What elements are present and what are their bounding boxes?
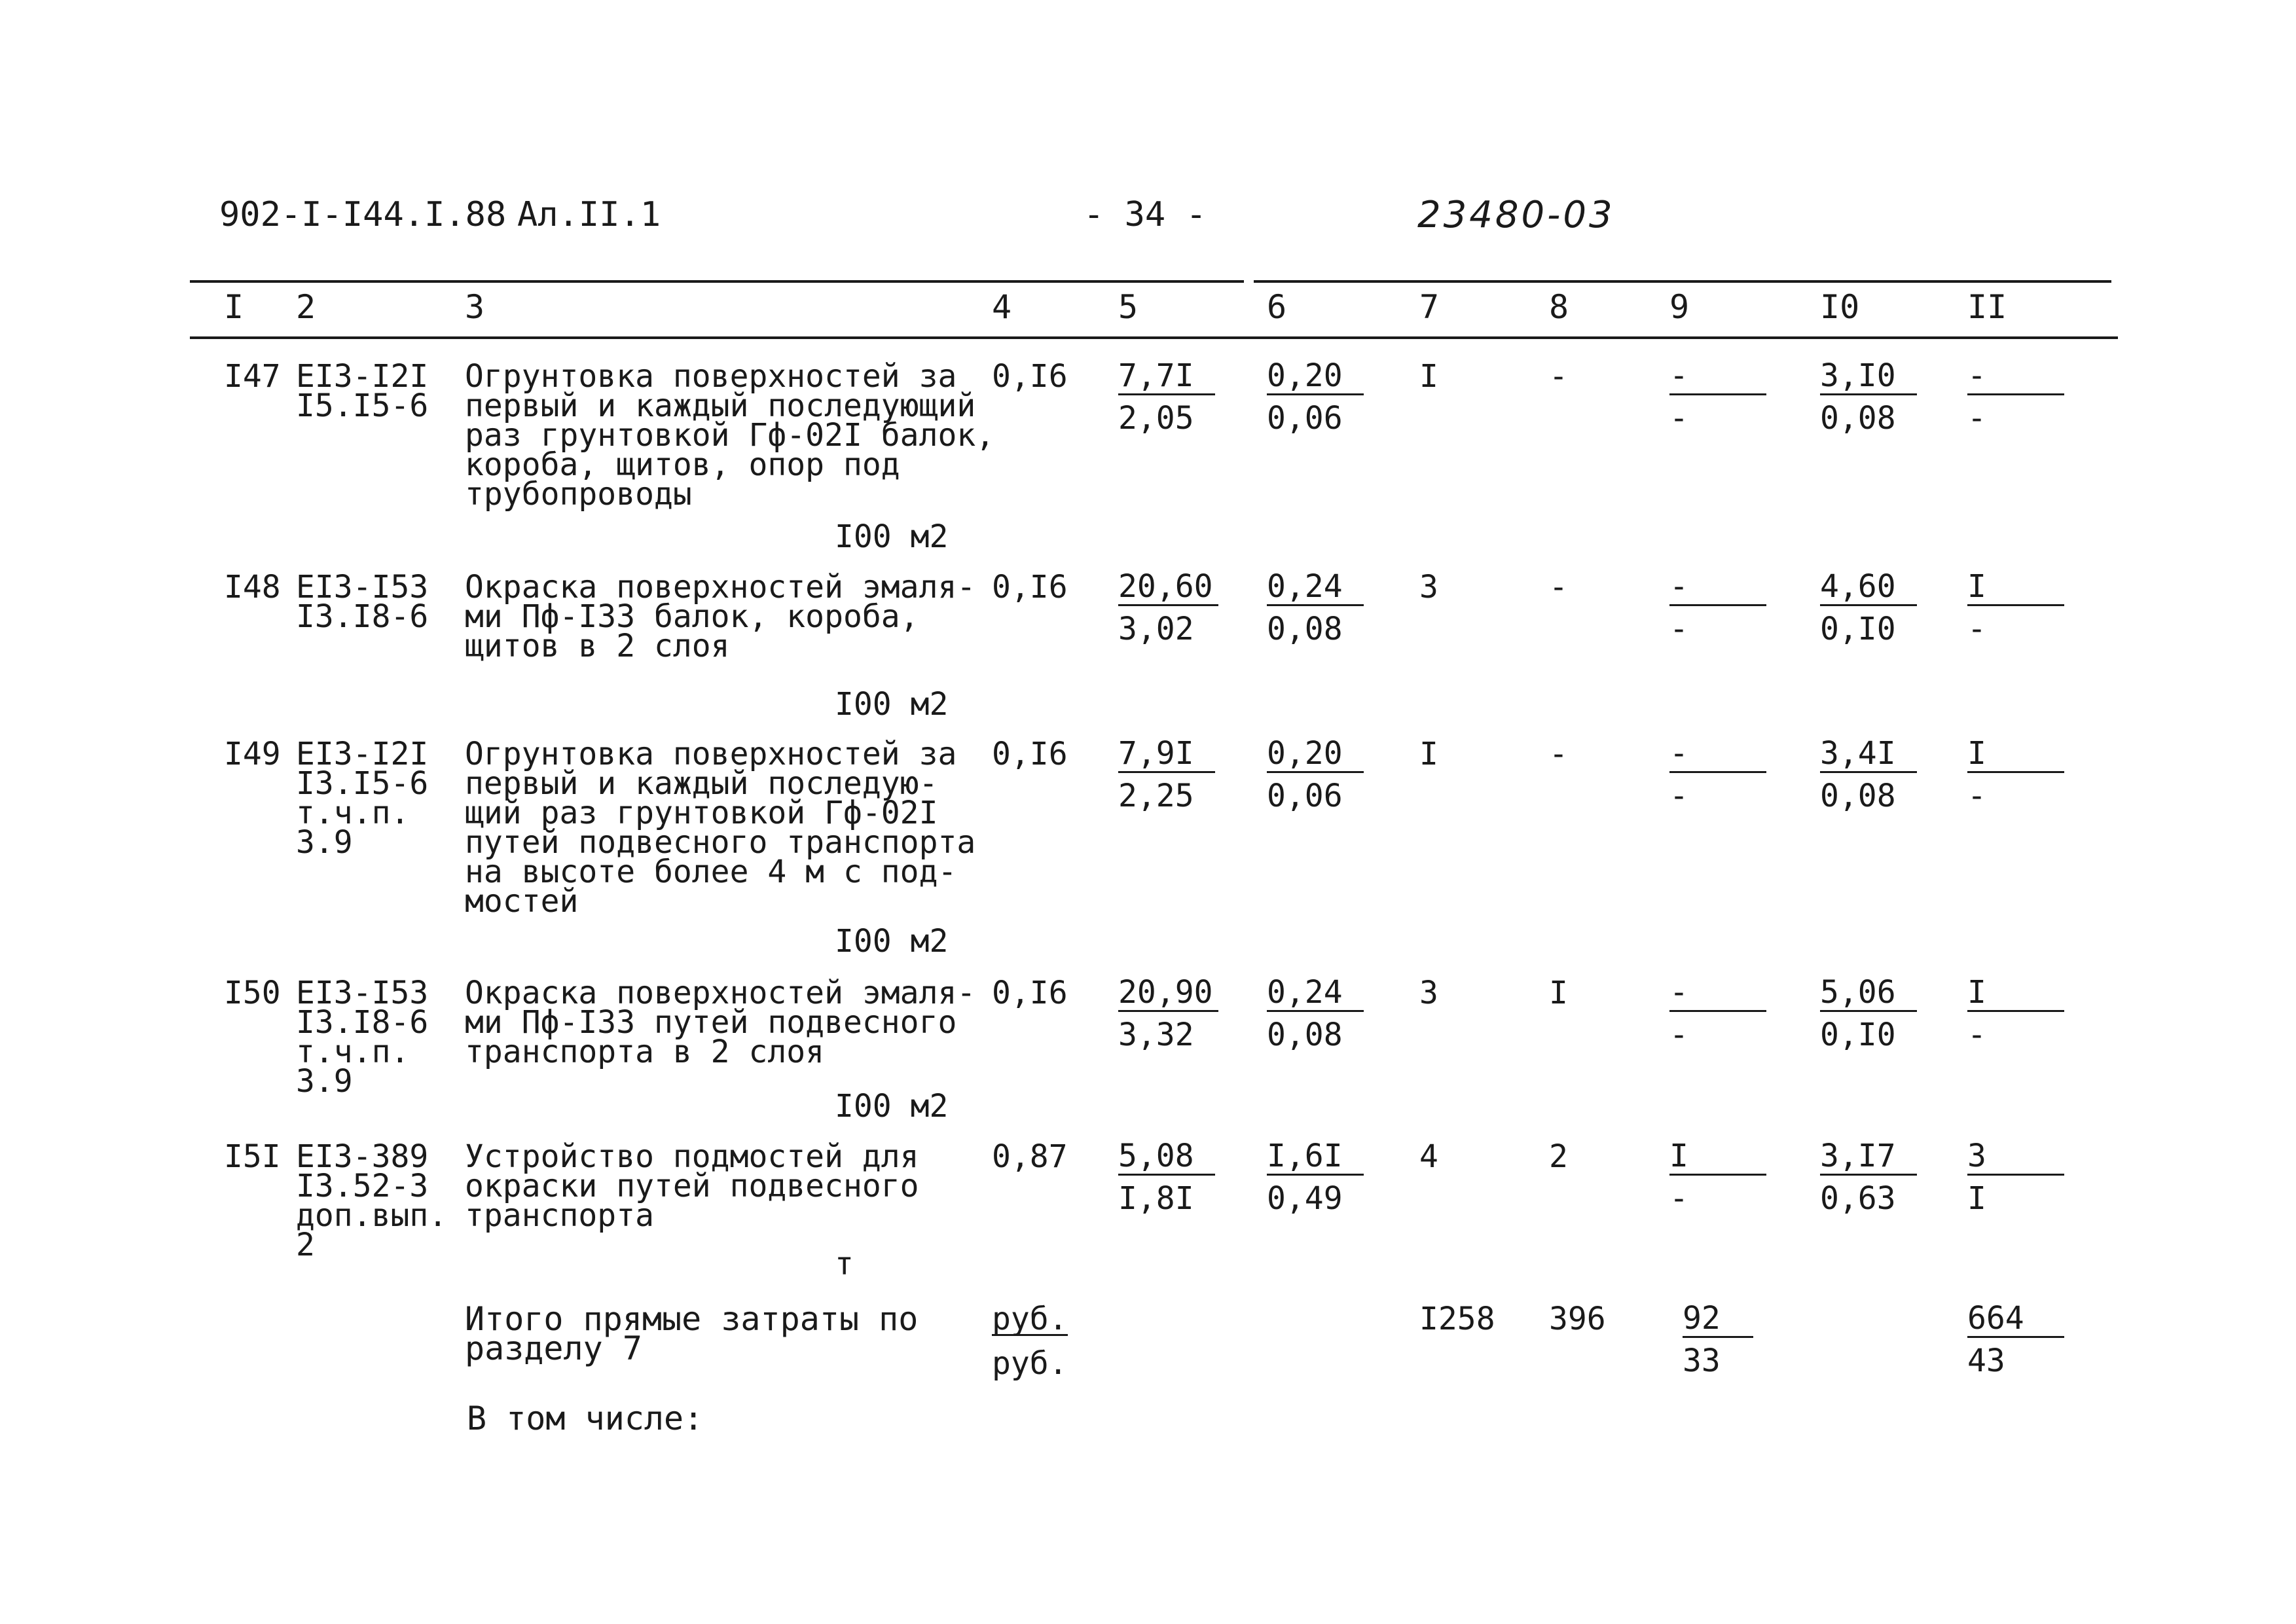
column-number: 9: [1669, 288, 1690, 326]
col9-value-numerator: -: [1669, 737, 1766, 773]
unit-cost-denominator: 3,32: [1118, 1017, 1194, 1053]
total-cost: [1267, 976, 1364, 1051]
rate-code: EI3-I2I I3.I5-6 т.ч.п. 3.9: [296, 736, 429, 861]
col10-value-denominator: 0,I0: [1820, 611, 1896, 647]
work-description: Окраска поверхностей эмаля- ми Пф-I33 путей подвесного транспорта в 2 слоя: [465, 975, 976, 1070]
col11-value-denominator: -: [1967, 1017, 1986, 1053]
total-cost-denominator: 0,06: [1267, 778, 1343, 814]
rate-code: EI3-I53 I3.I8-6: [296, 569, 429, 635]
measure-unit: I00 м2: [835, 923, 949, 960]
work-description: Огрунтовка поверхностей за первый и каждый последую- щий раз грунтовкой Гф-02I путей подвесного транспорта на высоте более 4 м с под- мостей: [465, 736, 976, 920]
album-number: Ал.II.1: [517, 195, 661, 234]
total-col7: I258: [1419, 1301, 1495, 1337]
unit-cost: [1118, 359, 1215, 435]
total-col9: [1683, 1302, 1753, 1377]
quantity: 0,I6: [992, 975, 1068, 1011]
total-cost-denominator: 0,08: [1267, 1017, 1343, 1053]
col11-value-numerator: I: [1967, 570, 2064, 606]
col10-value-denominator: 0,08: [1820, 400, 1896, 437]
col10-value-numerator: 3,I7: [1820, 1140, 1917, 1176]
unit-cost-denominator: I,8I: [1118, 1180, 1194, 1217]
total-cost: [1267, 1140, 1364, 1215]
quantity: 0,I6: [992, 569, 1068, 605]
row-number: I48: [224, 569, 281, 605]
column-number: 3: [465, 288, 485, 326]
total-cost-denominator: 0,49: [1267, 1180, 1343, 1217]
work-description: Окраска поверхностей эмаля- ми Пф-I33 балок, короба, щитов в 2 слоя: [465, 569, 976, 664]
col10-value-numerator: 3,4I: [1820, 737, 1917, 773]
col7-value: 3: [1419, 569, 1438, 605]
col11-value: [1967, 1140, 2064, 1215]
col7-value: I: [1419, 736, 1438, 772]
col9-value-numerator: I: [1669, 1140, 1766, 1176]
col9-value-denominator: -: [1669, 1180, 1688, 1217]
col9-value-denominator: -: [1669, 778, 1688, 814]
column-number: 8: [1549, 288, 1569, 326]
quantity: 0,I6: [992, 736, 1068, 772]
table-top-rule-right: [1254, 280, 2111, 283]
col10-value: [1820, 570, 1917, 645]
total-cost-numerator: 0,20: [1267, 359, 1364, 395]
rate-code: EI3-389 I3.52-3 доп.вып. 2: [296, 1138, 448, 1263]
unit-cost-numerator: 20,90: [1118, 976, 1218, 1012]
col10-value: [1820, 1140, 1917, 1215]
col9-value: [1669, 1140, 1766, 1215]
col9-value: [1669, 359, 1766, 435]
col11-value-numerator: -: [1967, 359, 2064, 395]
total-label: Итого прямые затраты по разделу 7: [465, 1300, 919, 1367]
work-description: Устройство подмостей для окраски путей подвесного транспорта: [465, 1138, 919, 1234]
unit-cost-numerator: 20,60: [1118, 570, 1218, 606]
total-cost-denominator: 0,06: [1267, 400, 1343, 437]
col8-value: -: [1549, 736, 1568, 772]
row-number: I50: [224, 975, 281, 1011]
col10-value-numerator: 5,06: [1820, 976, 1917, 1012]
col11-value-denominator: I: [1967, 1180, 1986, 1217]
total-cost-numerator: 0,20: [1267, 737, 1364, 773]
total-cost-denominator: 0,08: [1267, 611, 1343, 647]
work-description: Огрунтовка поверхностей за первый и каждый последующий раз грунтовкой Гф-02I балок, короба, щитов, опор под трубопроводы: [465, 358, 995, 513]
col10-value: [1820, 737, 1917, 812]
col9-value: [1669, 976, 1766, 1051]
col11-value: [1967, 359, 2064, 435]
col11-value: [1967, 976, 2064, 1051]
col9-value-denominator: -: [1669, 1017, 1688, 1053]
row-number: I49: [224, 736, 281, 772]
total-cost-numerator: 0,24: [1267, 976, 1364, 1012]
col9-value-numerator: -: [1669, 570, 1766, 606]
column-number: 2: [296, 288, 316, 326]
unit-cost: [1118, 570, 1218, 645]
col8-value: -: [1549, 569, 1568, 605]
col10-value-denominator: 0,08: [1820, 778, 1896, 814]
col10-value: [1820, 359, 1917, 435]
col11-value-denominator: -: [1967, 400, 1986, 437]
measure-unit: I00 м2: [835, 1088, 949, 1125]
total-unit-top: руб.: [992, 1301, 1068, 1337]
rate-code: EI3-I53 I3.I8-6 т.ч.п. 3.9: [296, 975, 429, 1100]
column-number: 5: [1118, 288, 1139, 326]
unit-cost-denominator: 2,25: [1118, 778, 1194, 814]
total-col8: 396: [1549, 1301, 1606, 1337]
quantity: 0,I6: [992, 358, 1068, 395]
col9-value-denominator: -: [1669, 400, 1688, 437]
col10-value-numerator: 3,I0: [1820, 359, 1917, 395]
unit-cost-numerator: 7,7I: [1118, 359, 1215, 395]
col8-value: 2: [1549, 1138, 1568, 1175]
measure-unit: I00 м2: [835, 518, 949, 555]
col11-value-denominator: -: [1967, 778, 1986, 814]
total-unit-bottom: руб.: [992, 1345, 1068, 1382]
quantity: 0,87: [992, 1138, 1068, 1175]
unit-cost-numerator: 5,08: [1118, 1140, 1215, 1176]
col10-value: [1820, 976, 1917, 1051]
total-col9-numerator: 92: [1683, 1302, 1753, 1338]
inventory-number: 23480-03: [1417, 194, 1615, 236]
row-number: I5I: [224, 1138, 281, 1175]
unit-cost-denominator: 2,05: [1118, 400, 1194, 437]
total-cost: [1267, 359, 1364, 435]
col8-value: -: [1549, 358, 1568, 395]
col9-value-denominator: -: [1669, 611, 1688, 647]
column-number: II: [1967, 288, 2007, 326]
total-cost-numerator: I,6I: [1267, 1140, 1364, 1176]
measure-unit: I00 м2: [835, 686, 949, 723]
column-number: 6: [1267, 288, 1287, 326]
col11-value-numerator: 3: [1967, 1140, 2064, 1176]
page-number: - 34 -: [1084, 195, 1207, 234]
measure-unit: т: [835, 1246, 854, 1282]
column-number: I0: [1820, 288, 1860, 326]
unit-cost-numerator: 7,9I: [1118, 737, 1215, 773]
col9-value-numerator: -: [1669, 359, 1766, 395]
doc-code: 902-I-I44.I.88: [219, 195, 507, 234]
col7-value: 3: [1419, 975, 1438, 1011]
row-number: I47: [224, 358, 281, 395]
col10-value-numerator: 4,60: [1820, 570, 1917, 606]
total-col11-numerator: 664: [1967, 1302, 2064, 1338]
unit-cost: [1118, 976, 1218, 1051]
column-number: 4: [992, 288, 1012, 326]
col11-value-denominator: -: [1967, 611, 1986, 647]
col11-value: [1967, 570, 2064, 645]
unit-cost-denominator: 3,02: [1118, 611, 1194, 647]
col10-value-denominator: 0,I0: [1820, 1017, 1896, 1053]
total-cost: [1267, 737, 1364, 812]
col11-value-numerator: I: [1967, 737, 2064, 773]
col11-value: [1967, 737, 2064, 812]
unit-cost: [1118, 1140, 1215, 1215]
rate-code: EI3-I2I I5.I5-6: [296, 358, 429, 424]
including-label: В том числе:: [467, 1399, 704, 1437]
col8-value: I: [1549, 975, 1568, 1011]
total-col11: [1967, 1302, 2064, 1377]
col11-value-numerator: I: [1967, 976, 2064, 1012]
col10-value-denominator: 0,63: [1820, 1180, 1896, 1217]
column-number: 7: [1419, 288, 1440, 326]
col7-value: 4: [1419, 1138, 1438, 1175]
col9-value-numerator: -: [1669, 976, 1766, 1012]
total-cost: [1267, 570, 1364, 645]
column-number: I: [224, 288, 244, 326]
total-col11-denominator: 43: [1967, 1343, 2005, 1379]
col9-value: [1669, 737, 1766, 812]
table-top-rule-left: [190, 280, 1244, 283]
total-cost-numerator: 0,24: [1267, 570, 1364, 606]
total-col9-denominator: 33: [1683, 1343, 1721, 1379]
col7-value: I: [1419, 358, 1438, 395]
header-bottom-rule: [190, 336, 2118, 339]
unit-cost: [1118, 737, 1215, 812]
col9-value: [1669, 570, 1766, 645]
